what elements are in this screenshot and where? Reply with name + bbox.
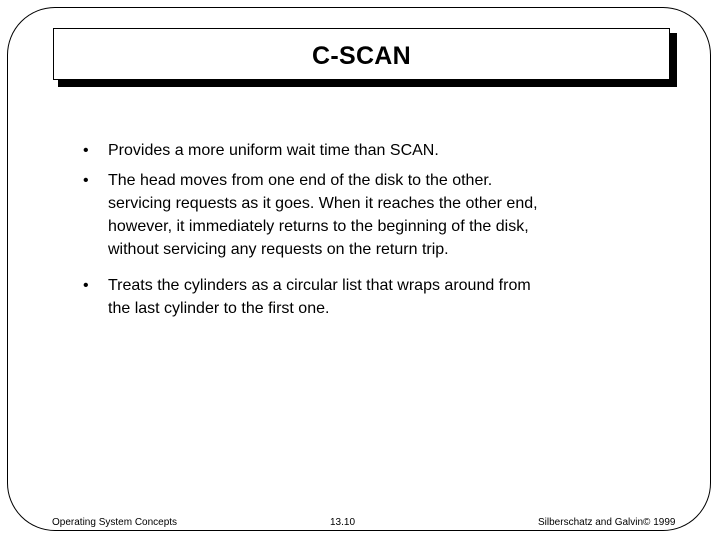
bullet-text-line: without servicing any requests on the return trip. — [108, 241, 449, 258]
bullet-text-line: Treats the cylinders as a circular list that wraps around from — [108, 277, 531, 294]
bullet-dot-icon: • — [83, 142, 89, 159]
footer-page-number: 13.10 — [330, 517, 356, 528]
bullet-dot-icon: • — [83, 277, 89, 294]
bullet-item — [83, 139, 643, 162]
bullet-list — [83, 139, 643, 320]
bullet-text-line: however, it immediately returns to the beginning of the disk, — [108, 218, 529, 235]
slide-title: C-SCAN — [311, 42, 412, 70]
footer-copyright: Silberschatz and Galvin© 1999 — [538, 517, 676, 528]
bullet-item — [83, 274, 643, 320]
title-box — [53, 28, 670, 80]
bullet-dot-icon: • — [83, 172, 89, 189]
bullet-item — [83, 169, 643, 261]
bullet-text-line: The head moves from one end of the disk to the other. — [108, 172, 493, 189]
bullet-text-line: Provides a more uniform wait time than SCAN. — [108, 142, 439, 159]
bullet-text-line: servicing requests as it goes. When it reaches the other end, — [108, 195, 538, 212]
bullet-text-line: the last cylinder to the first one. — [108, 300, 330, 317]
footer-book-title: Operating System Concepts — [52, 517, 178, 528]
